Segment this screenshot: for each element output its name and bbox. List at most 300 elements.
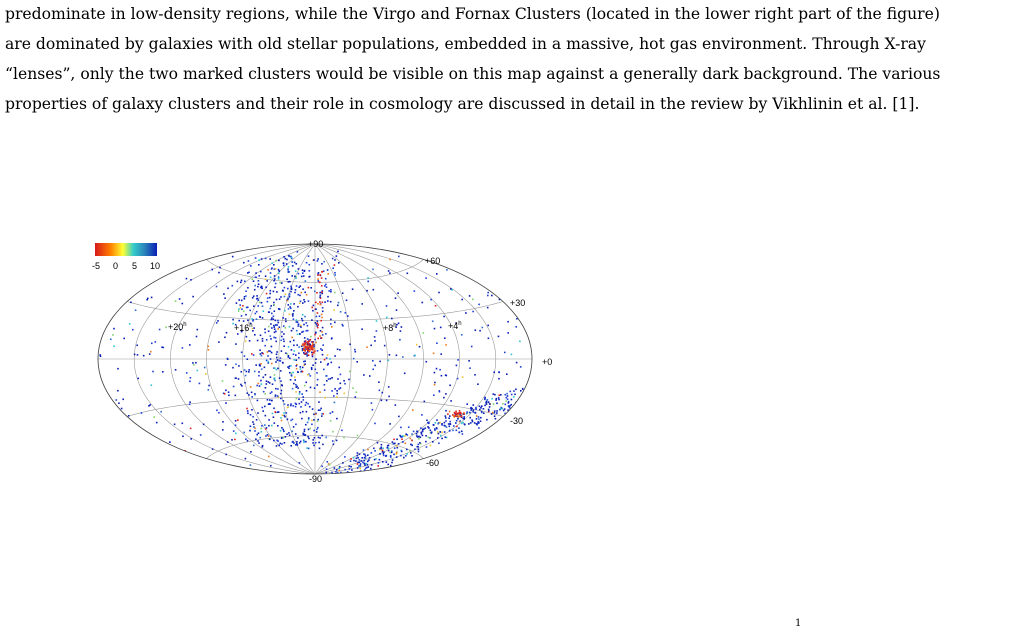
galaxy-point	[288, 308, 290, 310]
galaxy-point	[304, 431, 306, 433]
galaxy-point	[376, 330, 378, 332]
galaxy-point	[271, 425, 273, 427]
galaxy-point	[313, 259, 315, 261]
galaxy-point	[374, 423, 376, 425]
galaxy-point	[348, 379, 350, 381]
galaxy-point	[113, 345, 115, 347]
galaxy-point	[137, 378, 139, 380]
galaxy-point	[296, 368, 298, 370]
galaxy-point	[289, 326, 291, 328]
galaxy-point	[366, 346, 368, 348]
galaxy-point	[317, 427, 319, 429]
galaxy-point	[385, 455, 387, 457]
galaxy-point	[484, 405, 486, 407]
galaxy-point	[361, 303, 363, 305]
galaxy-point	[303, 441, 305, 443]
galaxy-point	[424, 401, 426, 403]
galaxy-point	[322, 327, 324, 329]
galaxy-point	[331, 481, 333, 483]
galaxy-point	[278, 260, 280, 262]
galaxy-point	[520, 366, 522, 368]
galaxy-point	[360, 468, 362, 470]
galaxy-point	[401, 326, 403, 328]
galaxy-point	[100, 356, 102, 358]
galaxy-point	[315, 358, 317, 360]
galaxy-point	[313, 445, 315, 447]
galaxy-point	[321, 317, 323, 319]
galaxy-point	[284, 442, 286, 444]
galaxy-point	[394, 443, 396, 445]
galaxy-point	[266, 380, 268, 382]
galaxy-point	[241, 308, 243, 310]
galaxy-point	[312, 354, 314, 356]
galaxy-point	[197, 370, 199, 372]
galaxy-point	[288, 281, 290, 283]
galaxy-point	[316, 372, 318, 374]
galaxy-point	[320, 304, 322, 306]
galaxy-point	[456, 413, 458, 415]
galaxy-point	[530, 402, 532, 404]
galaxy-point	[302, 269, 304, 271]
galaxy-point	[320, 330, 322, 332]
galaxy-point	[470, 409, 472, 411]
galaxy-point	[426, 420, 428, 422]
galaxy-point	[362, 462, 364, 464]
galaxy-point	[453, 415, 455, 417]
galaxy-point	[302, 345, 304, 347]
galaxy-point	[332, 267, 334, 269]
galaxy-point	[255, 277, 257, 279]
galaxy-point	[152, 371, 154, 373]
galaxy-point	[273, 337, 275, 339]
galaxy-point	[401, 436, 403, 438]
galaxy-point	[379, 390, 381, 392]
galaxy-point	[466, 411, 468, 413]
galaxy-point	[481, 411, 483, 413]
galaxy-point	[250, 426, 252, 428]
galaxy-point	[182, 303, 184, 305]
galaxy-point	[356, 361, 358, 363]
galaxy-point	[502, 403, 504, 405]
galaxy-point	[290, 403, 292, 405]
galaxy-point	[444, 425, 446, 427]
galaxy-point	[437, 437, 439, 439]
galaxy-point	[410, 452, 412, 454]
aitoff-sky-map	[80, 235, 570, 490]
galaxy-point	[496, 410, 498, 412]
galaxy-point	[327, 364, 329, 366]
galaxy-point	[265, 374, 267, 376]
galaxy-point	[450, 423, 452, 425]
galaxy-point	[327, 354, 329, 356]
galaxy-point	[361, 457, 363, 459]
galaxy-point	[387, 464, 389, 466]
galaxy-point	[471, 408, 473, 410]
galaxy-point	[498, 397, 500, 399]
galaxy-point	[270, 338, 272, 340]
galaxy-point	[330, 378, 332, 380]
galaxy-point	[468, 423, 470, 425]
galaxy-point	[223, 293, 225, 295]
galaxy-point	[333, 444, 335, 446]
galaxy-point	[330, 291, 332, 293]
galaxy-point	[320, 361, 322, 363]
galaxy-point	[431, 432, 433, 434]
galaxy-point	[259, 302, 261, 304]
galaxy-point	[381, 400, 383, 402]
galaxy-point	[312, 408, 314, 410]
galaxy-point	[468, 360, 470, 362]
galaxy-point	[317, 274, 319, 276]
galaxy-point	[286, 433, 288, 435]
galaxy-point	[279, 298, 281, 300]
galaxy-point	[516, 362, 518, 364]
galaxy-point	[445, 374, 447, 376]
galaxy-point	[309, 264, 311, 266]
galaxy-point	[271, 327, 273, 329]
galaxy-point	[325, 477, 327, 479]
galaxy-point	[458, 427, 460, 429]
galaxy-point	[291, 374, 293, 376]
galaxy-point	[513, 396, 515, 398]
galaxy-point	[350, 458, 352, 460]
galaxy-point	[244, 296, 246, 298]
galaxy-point	[290, 379, 292, 381]
galaxy-point	[225, 402, 227, 404]
galaxy-point	[342, 479, 344, 481]
galaxy-point	[147, 298, 149, 300]
galaxy-point	[296, 319, 298, 321]
galaxy-point	[222, 429, 224, 431]
galaxy-point	[299, 391, 301, 393]
galaxy-point	[275, 396, 277, 398]
galaxy-point	[251, 353, 253, 355]
galaxy-point	[268, 419, 270, 421]
galaxy-point	[310, 346, 312, 348]
galaxy-point	[391, 452, 393, 454]
galaxy-point	[340, 383, 342, 385]
galaxy-point	[278, 445, 280, 447]
galaxy-point	[299, 302, 301, 304]
galaxy-point	[396, 439, 398, 441]
galaxy-point	[271, 319, 273, 321]
galaxy-point	[160, 411, 162, 413]
galaxy-point	[217, 320, 219, 322]
galaxy-point	[286, 412, 288, 414]
galaxy-point	[273, 304, 275, 306]
galaxy-point	[317, 312, 319, 314]
galaxy-point	[258, 432, 260, 434]
galaxy-point	[278, 269, 280, 271]
galaxy-point	[329, 464, 331, 466]
galaxy-point	[374, 365, 376, 367]
paragraph-line-3: “lenses”, only the two marked clusters would be visible on this map against a generally dark background. The various	[5, 65, 941, 83]
galaxy-point	[405, 455, 407, 457]
galaxy-point	[331, 472, 333, 474]
galaxy-point	[462, 376, 464, 378]
galaxy-point	[351, 469, 353, 471]
galaxy-point	[332, 476, 334, 478]
galaxy-point	[283, 333, 285, 335]
galaxy-point	[307, 374, 309, 376]
galaxy-point	[319, 448, 321, 450]
galaxy-point	[475, 409, 477, 411]
galaxy-point	[330, 323, 332, 325]
galaxy-point	[333, 395, 335, 397]
galaxy-point	[304, 270, 306, 272]
galaxy-point	[268, 425, 270, 427]
galaxy-point	[305, 382, 307, 384]
galaxy-point	[438, 442, 440, 444]
galaxy-point	[506, 415, 508, 417]
galaxy-point	[306, 447, 308, 449]
galaxy-point	[405, 433, 407, 435]
galaxy-point	[227, 358, 229, 360]
galaxy-point	[515, 326, 517, 328]
galaxy-point	[322, 444, 324, 446]
galaxy-point	[306, 390, 308, 392]
galaxy-point	[337, 479, 339, 481]
galaxy-point	[308, 300, 310, 302]
galaxy-point	[300, 406, 302, 408]
galaxy-point	[269, 297, 271, 299]
galaxy-point	[321, 435, 323, 437]
galaxy-point	[369, 457, 371, 459]
galaxy-point	[296, 330, 298, 332]
galaxy-point	[398, 443, 400, 445]
galaxy-point	[341, 481, 343, 483]
galaxy-point	[318, 401, 320, 403]
galaxy-point	[482, 327, 484, 329]
galaxy-point	[273, 280, 275, 282]
galaxy-point	[426, 361, 428, 363]
galaxy-point	[287, 353, 289, 355]
galaxy-point	[457, 418, 459, 420]
galaxy-point	[312, 341, 314, 343]
galaxy-point	[268, 381, 270, 383]
galaxy-point	[299, 333, 301, 335]
galaxy-point	[316, 292, 318, 294]
galaxy-point	[471, 419, 473, 421]
galaxy-point	[479, 330, 481, 332]
galaxy-point	[260, 428, 262, 430]
galaxy-point	[277, 425, 279, 427]
galaxy-point	[336, 418, 338, 420]
galaxy-point	[327, 269, 329, 271]
galaxy-point	[433, 394, 435, 396]
galaxy-point	[268, 350, 270, 352]
galaxy-point	[314, 350, 316, 352]
galaxy-point	[449, 385, 451, 387]
galaxy-point	[430, 430, 432, 432]
galaxy-point	[388, 270, 390, 272]
galaxy-point	[334, 259, 336, 261]
galaxy-point	[317, 421, 319, 423]
galaxy-point	[449, 415, 451, 417]
galaxy-point	[274, 380, 276, 382]
galaxy-point	[324, 397, 326, 399]
galaxy-point	[267, 351, 269, 353]
galaxy-point	[417, 431, 419, 433]
galaxy-point	[504, 352, 506, 354]
galaxy-point	[238, 320, 240, 322]
galaxy-point	[236, 302, 238, 304]
galaxy-point	[521, 401, 523, 403]
galaxy-point	[312, 439, 314, 441]
galaxy-point	[260, 380, 262, 382]
galaxy-point	[305, 342, 307, 344]
galaxy-point	[304, 292, 306, 294]
galaxy-point	[313, 305, 315, 307]
galaxy-point	[474, 422, 476, 424]
galaxy-point	[304, 347, 306, 349]
galaxy-point	[234, 439, 236, 441]
galaxy-point	[327, 461, 329, 463]
galaxy-point	[162, 371, 164, 373]
galaxy-point	[429, 437, 431, 439]
galaxy-point	[306, 411, 308, 413]
galaxy-point	[287, 269, 289, 271]
galaxy-point	[478, 416, 480, 418]
galaxy-point	[290, 291, 292, 293]
galaxy-point	[330, 289, 332, 291]
galaxy-point	[263, 377, 265, 379]
galaxy-point	[129, 323, 131, 325]
galaxy-point	[275, 341, 277, 343]
galaxy-point	[342, 292, 344, 294]
galaxy-point	[241, 280, 243, 282]
galaxy-point	[260, 363, 262, 365]
galaxy-point	[356, 476, 358, 478]
galaxy-point	[182, 347, 184, 349]
galaxy-point	[252, 330, 254, 332]
galaxy-point	[455, 422, 457, 424]
galaxy-point	[440, 327, 442, 329]
galaxy-point	[174, 424, 176, 426]
galaxy-point	[280, 398, 282, 400]
galaxy-point	[311, 307, 313, 309]
galaxy-point	[349, 480, 351, 482]
galaxy-point	[355, 460, 357, 462]
galaxy-point	[305, 353, 307, 355]
galaxy-point	[302, 396, 304, 398]
galaxy-point	[182, 423, 184, 425]
galaxy-point	[386, 400, 388, 402]
galaxy-point	[449, 426, 451, 428]
galaxy-point	[319, 315, 321, 317]
galaxy-point	[312, 356, 314, 358]
galaxy-point	[151, 384, 153, 386]
galaxy-point	[261, 425, 263, 427]
galaxy-point	[315, 362, 317, 364]
galaxy-point	[304, 341, 306, 343]
galaxy-point	[238, 378, 240, 380]
galaxy-point	[116, 399, 118, 401]
galaxy-point	[266, 339, 268, 341]
galaxy-point	[336, 469, 338, 471]
galaxy-point	[287, 419, 289, 421]
galaxy-point	[218, 341, 220, 343]
galaxy-point	[395, 297, 397, 299]
galaxy-point	[386, 305, 388, 307]
galaxy-point	[281, 437, 283, 439]
galaxy-point	[274, 275, 276, 277]
galaxy-point	[283, 412, 285, 414]
galaxy-point	[418, 451, 420, 453]
galaxy-point	[218, 412, 220, 414]
galaxy-point	[267, 297, 269, 299]
galaxy-point	[433, 424, 435, 426]
galaxy-point	[267, 301, 269, 303]
galaxy-point	[441, 438, 443, 440]
galaxy-point	[488, 338, 490, 340]
galaxy-point	[315, 332, 317, 334]
galaxy-point	[289, 281, 291, 283]
galaxy-point	[496, 403, 498, 405]
galaxy-point	[268, 330, 270, 332]
galaxy-point	[261, 355, 263, 357]
galaxy-point	[277, 320, 279, 322]
galaxy-point	[137, 354, 139, 356]
galaxy-point	[396, 452, 398, 454]
galaxy-point	[281, 282, 283, 284]
galaxy-point	[321, 271, 323, 273]
galaxy-point	[311, 319, 313, 321]
galaxy-point	[309, 270, 311, 272]
galaxy-point	[445, 436, 447, 438]
galaxy-point	[471, 346, 473, 348]
galaxy-point	[271, 262, 273, 264]
galaxy-point	[253, 445, 255, 447]
galaxy-point	[309, 428, 311, 430]
galaxy-point	[491, 398, 493, 400]
galaxy-point	[219, 267, 221, 269]
galaxy-point	[516, 318, 518, 320]
galaxy-point	[297, 251, 299, 253]
galaxy-point	[298, 398, 300, 400]
galaxy-point	[265, 279, 267, 281]
galaxy-point	[439, 369, 441, 371]
galaxy-point	[222, 421, 224, 423]
galaxy-point	[278, 328, 280, 330]
galaxy-point	[437, 423, 439, 425]
galaxy-point	[411, 455, 413, 457]
galaxy-point	[435, 422, 437, 424]
galaxy-point	[298, 346, 300, 348]
galaxy-point	[251, 318, 253, 320]
galaxy-point	[309, 344, 311, 346]
galaxy-point	[277, 411, 279, 413]
galaxy-point	[315, 308, 317, 310]
galaxy-point	[313, 346, 315, 348]
galaxy-point	[283, 345, 285, 347]
galaxy-point	[392, 441, 394, 443]
galaxy-point	[303, 324, 305, 326]
galaxy-point	[341, 430, 343, 432]
galaxy-point	[284, 287, 286, 289]
galaxy-point	[297, 306, 299, 308]
galaxy-point	[308, 429, 310, 431]
galaxy-point	[257, 412, 259, 414]
galaxy-point	[270, 308, 272, 310]
galaxy-point	[241, 300, 243, 302]
galaxy-point	[300, 325, 302, 327]
galaxy-point	[269, 258, 271, 260]
galaxy-point	[449, 421, 451, 423]
galaxy-point	[457, 413, 459, 415]
galaxy-point	[394, 447, 396, 449]
galaxy-point	[371, 464, 373, 466]
